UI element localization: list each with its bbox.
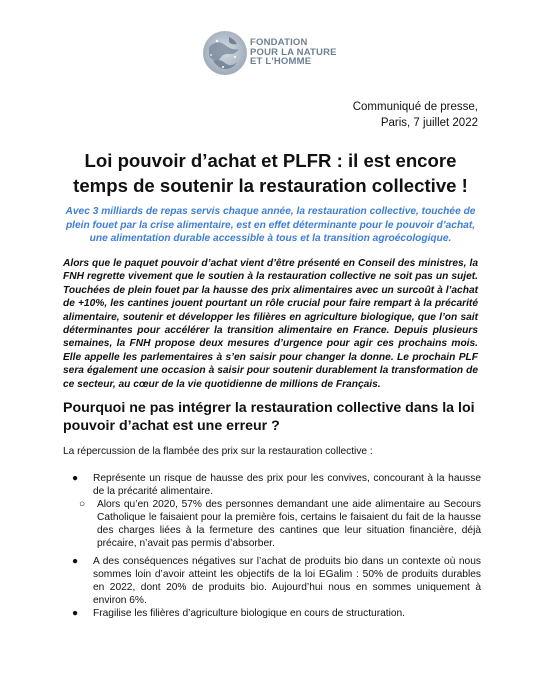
lead-paragraph: Avec 3 milliards de repas servis chaque année, la restauration collective, touchée de plein fouet par la crise alimentaire, est en effet déterminante pour le pouvoir d’achat, une alimentation durable accessible à tous et la transition agroécologique. (65, 206, 476, 245)
bullet-icon: ● (72, 607, 79, 619)
bullet-list (63, 472, 481, 620)
bullet-icon: ● (72, 473, 79, 484)
document-type: Communiqué de presse, (352, 101, 478, 113)
place-date: Paris, 7 juillet 2022 (380, 117, 478, 129)
dateline (353, 99, 478, 131)
section-heading: Pourquoi ne pas intégrer la restauration collective dans la loi pouvoir d’achat est une erreur ? (63, 400, 475, 434)
logo-line-1: FONDATION (250, 37, 308, 48)
logo-line-2: POUR LA NATURE (250, 46, 337, 58)
intro-text: La répercussion de la flambée des prix sur la restauration collective : (63, 446, 373, 457)
logo-line-3: ET L'HOMME (250, 56, 312, 67)
sub-list-container (63, 498, 481, 550)
sub-bullet-list (63, 498, 481, 550)
sub-list-item-text: Alors qu’en 2020, 57% des personnes demandant une aide alimentaire au Secours Catholique le faisaient pour la première fois, certains le faisaient du fait de la hausse des charges liées à la fermeture des cantines que leur situation financière, déjà précaire, n’avait pas permis d’absorber. (97, 499, 481, 550)
list-item-text: Fragilise les filières d’agriculture biologique en cours de structuration. (93, 607, 406, 619)
list-item (63, 472, 481, 498)
list-item (63, 607, 481, 620)
globe-icon (199, 27, 251, 79)
bullet-icon: ● (72, 555, 79, 567)
sub-list-item (63, 498, 481, 550)
list-item (63, 555, 481, 607)
page-title: Loi pouvoir d’achat et PLFR : il est encore temps de soutenir la restauration collective ! (73, 150, 468, 196)
sub-bullet-icon: ○ (79, 499, 86, 511)
list-item-text: Représente un risque de hausse des prix pour les convives, concourant à la hausse de la précarité alimentaire. (93, 473, 481, 498)
fnh-logo (199, 27, 349, 79)
logo-wordmark (250, 38, 337, 67)
list-item-text: A des conséquences négatives sur l’achat de produits bio dans un contexte où nous sommes loin d’avoir atteint les objectifs de la loi EGalim : 50% de produits durables en 2022, dont 20% de produits bio. Aujourd’hui nous en sommes uniquement à environ 6%. (93, 555, 481, 606)
body-paragraph: Alors que le paquet pouvoir d’achat vient d’être présenté en Conseil des ministres, la FNH regrette vivement que le soutien à la restauration collective ne soit pas un sujet. Touchées de plein fouet par la hausse des prix alimentaires avec un surcoût à l’achat de +10%, les cantines jouent pourtant un rôle crucial pour faire rempart à la précarité alimentaire, soutenir et développer les filières en agriculture biologique, que l’on sait déterminantes pour accélérer la transition alimentaire en France. Depuis plusieurs semaines, la FNH propose deux mesures d’urgence pour agir ces prochains mois. Elle appelle les parlementaires à s’en saisir pour changer la donne. Le prochain PLF sera également une occasion à saisir pour soutenir durablement la transformation de ce secteur, au cœur de la vie quotidienne de millions de Français. (63, 258, 478, 390)
